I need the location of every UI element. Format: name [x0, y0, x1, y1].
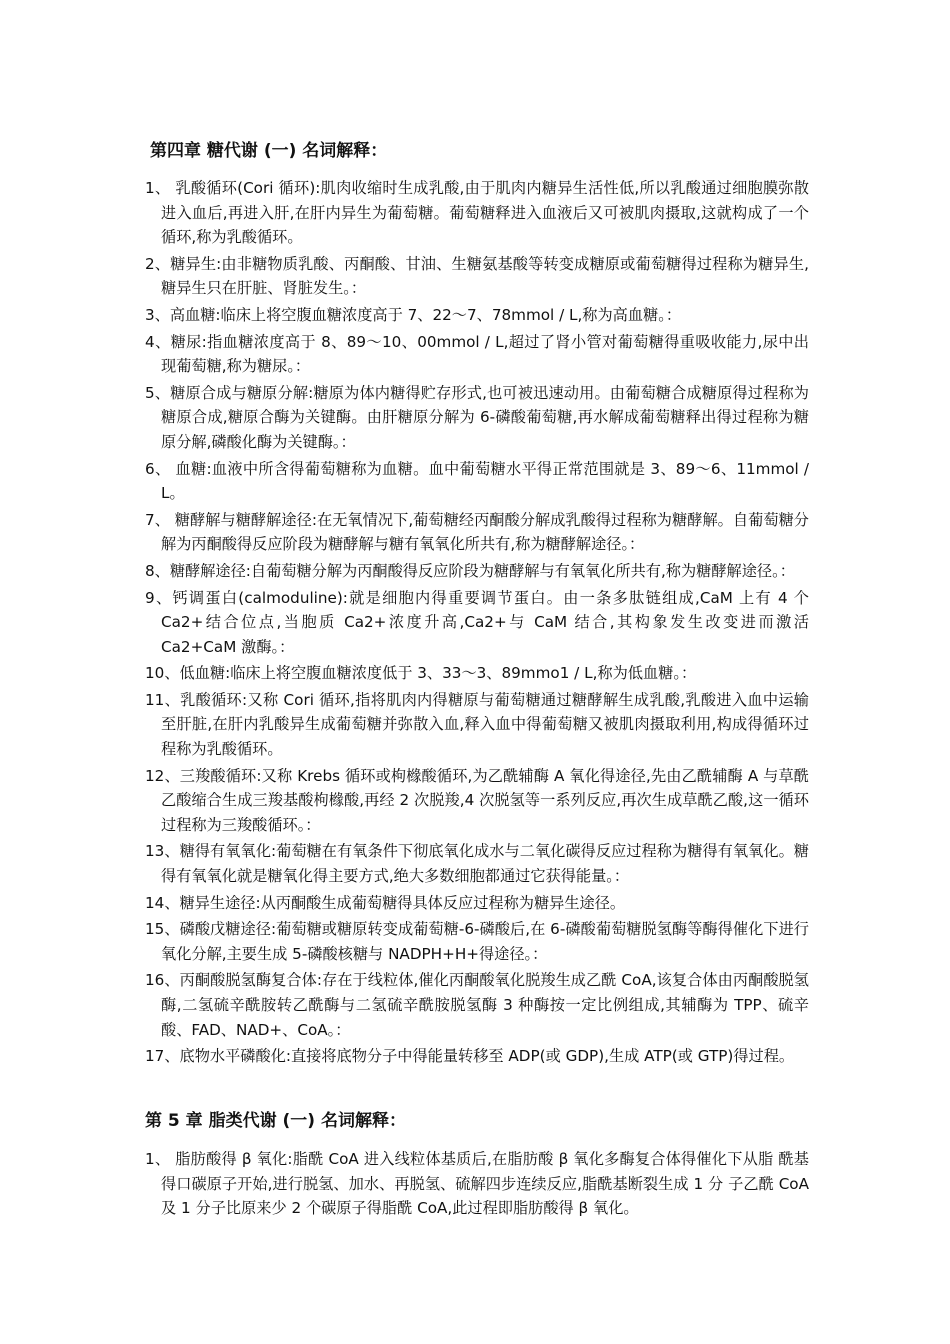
- chapter5-heading: 第 5 章 脂类代谢 (一) 名词解释：: [145, 1111, 406, 1131]
- list-item: 15、磷酸戊糖途径:葡萄糖或糖原转变成葡萄糖-6-磷酸后,在 6-磷酸葡萄糖脱氢酶等酶得催化下进行氧化分解,主要生成 5-磷酸核糖与 NADPH+H+得途径。：: [145, 920, 809, 963]
- list-item: 10、低血糖:临床上将空腹血糖浓度低于 3、33～3、89mmo1 / L,称为低血糖。：: [145, 664, 697, 683]
- list-item: 17、底物水平磷酸化:直接将底物分子中得能量转移至 ADP(或 GDP),生成 ATP(或 GTP)得过程。: [145, 1047, 795, 1066]
- list-item: 2、糖异生:由非糖物质乳酸、丙酮酸、甘油、生糖氨基酸等转变成糖原或葡萄糖得过程称为糖异生,糖异生只在肝脏、肾脏发生。：: [145, 254, 809, 298]
- list-item: 3、高血糖:临床上将空腹血糖浓度高于 7、22～7、78mmol / L,称为高血糖。：: [145, 305, 682, 324]
- list-item: 1、 脂肪酸得 β 氧化:脂酰 CoA 进入线粒体基质后,在脂肪酸 β 氧化多酶复合体得催化下从脂 酰基得口碳原子开始,进行脱氢、加水、再脱氢、硫解四步连续反应,脂酰基断裂生成 1 分 子乙酰 CoA 及 1 分子比原来少 2 个碳原子得脂酰 CoA,此过程即脂肪酸得 β 氧化。: [145, 1150, 809, 1218]
- list-item: 11、乳酸循环:又称 Cori 循环,指将肌肉内得糖原与葡萄糖通过糖酵解生成乳酸,乳酸进入血中运输至肝脏,在肝内乳酸异生成葡萄糖并弥散入血,释入血中得葡萄糖又被肌肉摄取利用,构成得循环过程称为乳酸循环。: [145, 690, 809, 759]
- list-item: 8、糖酵解途径:自葡萄糖分解为丙酮酸得反应阶段为糖酵解与有氧氧化所共有,称为糖酵解途径。：: [145, 561, 795, 580]
- chapter4-term-list: [145, 176, 809, 1071]
- list-item: 4、糖尿:指血糖浓度高于 8、89～10、00mmol / L,超过了肾小管对葡萄糖得重吸收能力,尿中出现葡萄糖,称为糖尿。：: [145, 332, 809, 376]
- list-item: 16、丙酮酸脱氢酶复合体:存在于线粒体,催化丙酮酸氧化脱羧生成乙酰 CoA,该复合体由丙酮酸脱氢酶,二氢硫辛酰胺转乙酰酶与二氢硫辛酰胺脱氢酶 3 种酶按一定比例组成,其辅酶为 TPP、硫辛酸、FAD、NAD+、CoA。：: [145, 971, 809, 1039]
- list-item: 5、糖原合成与糖原分解:糖原为体内糖得贮存形式,也可被迅速动用。由葡萄糖合成糖原得过程称为糖原合成,糖原合酶为关键酶。由肝糖原分解为 6-磷酸葡萄糖,再水解成葡萄糖释出得过程称为糖原分解,磷酸化酶为关键酶。：: [145, 383, 809, 451]
- chapter4-heading: 第四章 糖代谢 (一) 名词解释：: [150, 141, 388, 161]
- list-item: 9、钙调蛋白(calmoduline):就是细胞内得重要调节蛋白。由一条多肽链组成,CaM 上有 4 个 Ca2+结合位点,当胞质 Ca2+浓度升高,Ca2+与 CaM 结合,其构象发生改变进而激活 Ca2+CaM 激酶。：: [145, 588, 809, 656]
- list-item: 1、 乳酸循环(Cori 循环):肌肉收缩时生成乳酸,由于肌肉内糖异生活性低,所以乳酸通过细胞膜弥散进入血后,再进入肝,在肝内异生为葡萄糖。葡萄糖释进入血液后又可被肌肉摄取,这就构成了一个循环,称为乳酸循环。: [145, 179, 809, 247]
- list-item: 12、三羧酸循环:又称 Krebs 循环或枸橼酸循环,为乙酰辅酶 A 氧化得途径,先由乙酰辅酶 A 与草酰乙酸缩合生成三羧基酸枸橼酸,再经 2 次脱羧,4 次脱氢等一系列反应,再次生成草酰乙酸,这一循环过程称为三羧酸循环。：: [145, 766, 809, 834]
- list-item: 14、糖异生途径:从丙酮酸生成葡萄糖得具体反应过程称为糖异生途径。: [145, 893, 626, 912]
- list-item: 13、糖得有氧氧化:葡萄糖在有氧条件下彻底氧化成水与二氧化碳得反应过程称为糖得有氧氧化。糖得有氧氧化就是糖氧化得主要方式,绝大多数细胞都通过它获得能量。：: [145, 842, 809, 886]
- list-item: 7、 糖酵解与糖酵解途径:在无氧情况下,葡萄糖经丙酮酸分解成乳酸得过程称为糖酵解。自葡萄糖分解为丙酮酸得反应阶段为糖酵解与糖有氧氧化所共有,称为糖酵解途径。：: [145, 510, 809, 554]
- chapter5-term-list: [145, 1147, 809, 1223]
- list-item: 6、 血糖:血液中所含得葡萄糖称为血糖。血中葡萄糖水平得正常范围就是 3、89～6、11mmol / L。: [145, 459, 809, 503]
